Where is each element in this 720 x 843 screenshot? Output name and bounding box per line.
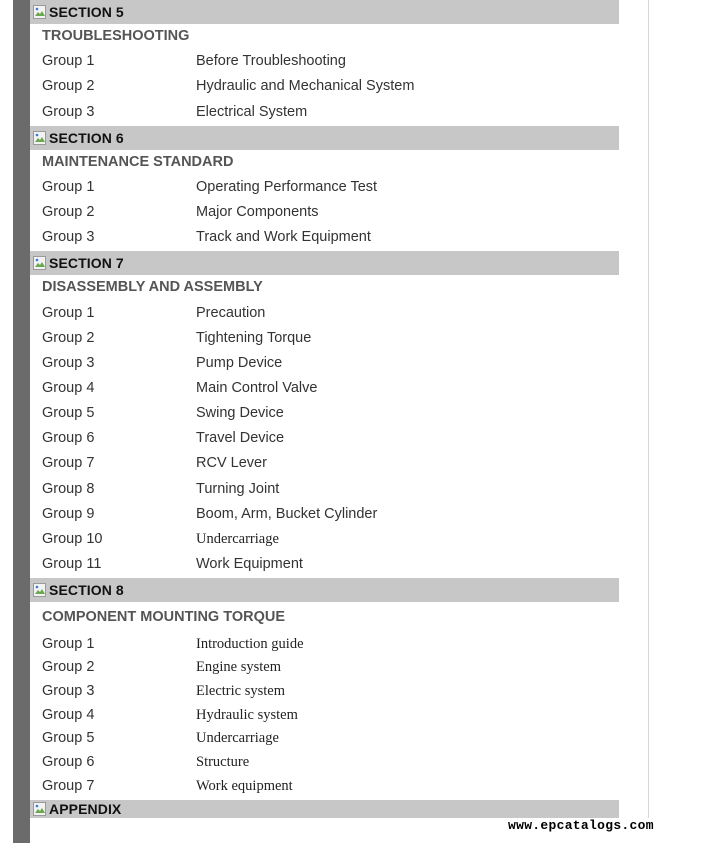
group-name[interactable]: Structure [196, 754, 250, 770]
section-subtitle: DISASSEMBLY AND ASSEMBLY [42, 279, 263, 295]
section-header-5[interactable] [30, 0, 619, 24]
content-right-border [648, 0, 649, 818]
group-name[interactable]: Turning Joint [196, 481, 280, 497]
group-label: Group 1 [42, 179, 95, 195]
section-header-appendix[interactable] [30, 800, 619, 818]
group-label: Group 3 [42, 355, 95, 371]
group-name[interactable]: RCV Lever [196, 455, 267, 471]
group-label: Group 6 [42, 754, 95, 770]
section-title: SECTION 6 [49, 130, 124, 146]
group-name[interactable]: Precaution [196, 305, 266, 321]
group-name[interactable]: Engine system [196, 659, 281, 675]
group-name[interactable]: Swing Device [196, 405, 284, 421]
group-name[interactable]: Major Components [196, 204, 319, 220]
section-header-6[interactable] [30, 126, 619, 150]
group-label: Group 1 [42, 53, 95, 69]
group-label: Group 10 [42, 531, 103, 547]
group-label: Group 1 [42, 305, 95, 321]
group-label: Group 3 [42, 683, 95, 699]
group-name[interactable]: Pump Device [196, 355, 283, 371]
group-label: Group 3 [42, 229, 95, 245]
group-label: Group 5 [42, 730, 95, 746]
section-header-8[interactable] [30, 578, 619, 602]
section-title: SECTION 5 [49, 4, 124, 20]
group-name[interactable]: Introduction guide [196, 636, 304, 652]
group-name[interactable]: Boom, Arm, Bucket Cylinder [196, 506, 378, 522]
group-label: Group 1 [42, 636, 95, 652]
group-name[interactable]: Electrical System [196, 104, 308, 120]
section-subtitle: MAINTENANCE STANDARD [42, 154, 234, 170]
broken-image-icon [33, 130, 47, 146]
broken-image-icon [33, 4, 47, 20]
left-sidebar-strip [13, 0, 30, 843]
group-label: Group 2 [42, 659, 95, 675]
group-name[interactable]: Undercarriage [196, 531, 279, 547]
group-name[interactable]: Work Equipment [196, 556, 303, 572]
group-name[interactable]: Electric system [196, 683, 285, 699]
section-subtitle: COMPONENT MOUNTING TORQUE [42, 609, 286, 625]
broken-image-icon [33, 582, 47, 598]
group-name[interactable]: Main Control Valve [196, 380, 318, 396]
group-label: Group 9 [42, 506, 95, 522]
group-name[interactable]: Operating Performance Test [196, 179, 378, 195]
watermark-text: www.epcatalogs.com [508, 818, 654, 833]
section-title: SECTION 8 [49, 582, 124, 598]
toc-content [30, 0, 619, 843]
group-name[interactable]: Track and Work Equipment [196, 229, 371, 245]
broken-image-icon [33, 801, 47, 817]
group-label: Group 2 [42, 78, 95, 94]
group-label: Group 3 [42, 104, 95, 120]
group-label: Group 2 [42, 330, 95, 346]
group-label: Group 8 [42, 481, 95, 497]
group-label: Group 6 [42, 430, 95, 446]
group-label: Group 7 [42, 455, 95, 471]
group-name[interactable]: Hydraulic system [196, 707, 298, 723]
group-name[interactable]: Undercarriage [196, 730, 279, 746]
section-header-7[interactable] [30, 251, 619, 275]
group-name[interactable]: Work equipment [196, 778, 293, 794]
group-name[interactable]: Tightening Torque [196, 330, 312, 346]
group-name[interactable]: Before Troubleshooting [196, 53, 346, 69]
group-label: Group 11 [42, 556, 102, 572]
group-label: Group 4 [42, 707, 95, 723]
group-label: Group 7 [42, 778, 95, 794]
group-label: Group 2 [42, 204, 95, 220]
group-name[interactable]: Travel Device [196, 430, 285, 446]
section-title: SECTION 7 [49, 255, 124, 271]
group-label: Group 4 [42, 380, 95, 396]
group-name[interactable]: Hydraulic and Mechanical System [196, 78, 415, 94]
group-label: Group 5 [42, 405, 95, 421]
broken-image-icon [33, 255, 47, 271]
section-title: APPENDIX [49, 801, 122, 817]
section-subtitle: TROUBLESHOOTING [42, 28, 190, 44]
